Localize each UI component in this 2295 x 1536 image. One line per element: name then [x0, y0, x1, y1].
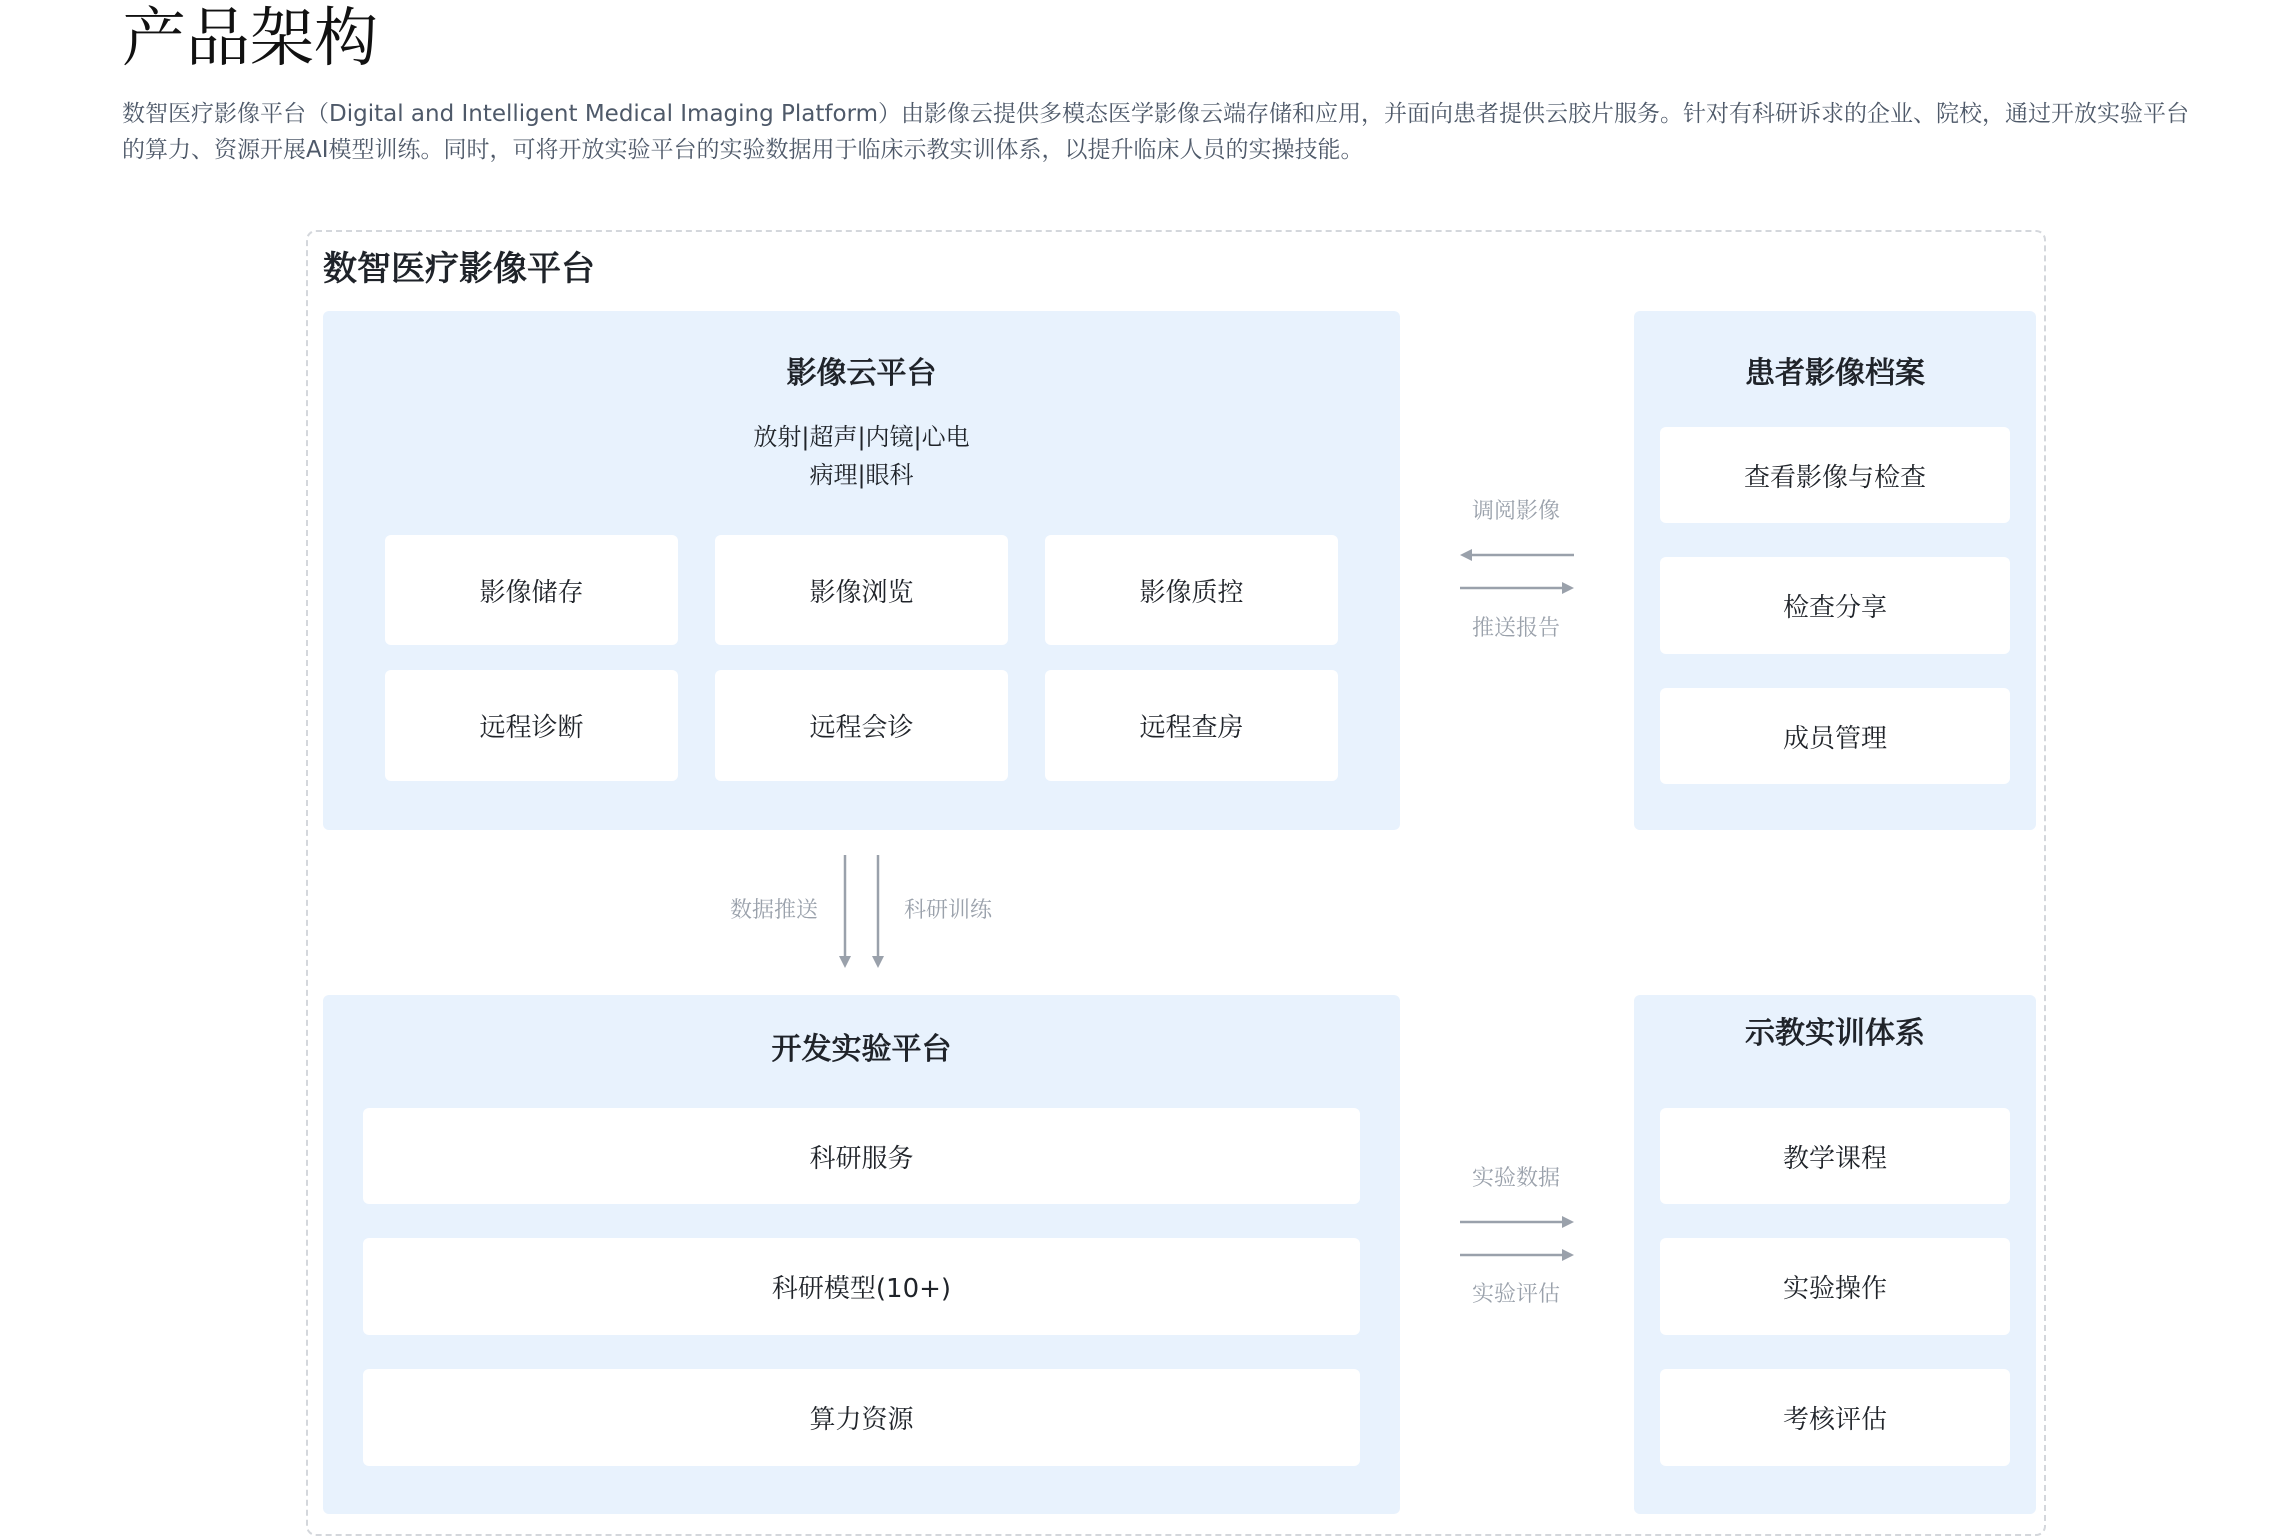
- card-teaching-courses[interactable]: 教学课程: [1660, 1108, 2010, 1204]
- card-remote-rounds[interactable]: 远程查房: [1045, 670, 1338, 781]
- card-compute-resources[interactable]: 算力资源: [363, 1369, 1360, 1466]
- dev-platform-panel: [323, 995, 1400, 1514]
- card-research-service[interactable]: 科研服务: [363, 1108, 1360, 1204]
- page-title: 产品架构: [122, 2, 378, 76]
- card-view-images-exams[interactable]: 查看影像与检查: [1660, 427, 2010, 523]
- cloud-platform-modalities-line1: 放射|超声|内镜|心电: [753, 423, 970, 451]
- card-image-storage[interactable]: 影像储存: [385, 535, 678, 645]
- cloud-platform-panel: [323, 311, 1400, 830]
- card-lab-operations[interactable]: 实验操作: [1660, 1238, 2010, 1335]
- patient-archive-panel: [1634, 311, 2036, 830]
- card-image-qc[interactable]: 影像质控: [1045, 535, 1338, 645]
- dev-platform-title: 开发实验平台: [771, 1032, 952, 1067]
- connector-label-data-push: 数据推送: [730, 898, 819, 923]
- cloud-platform-modalities-line2: 病理|眼科: [809, 461, 914, 489]
- connector-label-experiment-data: 实验数据: [1472, 1166, 1561, 1191]
- teaching-system-title: 示教实训体系: [1745, 1016, 1925, 1051]
- card-exam-sharing[interactable]: 检查分享: [1660, 557, 2010, 654]
- patient-archive-title: 患者影像档案: [1745, 356, 1925, 391]
- page-description: 数智医疗影像平台（Digital and Intelligent Medical Imaging Platform）由影像云提供多模态医学影像云端存储和应用，并面向患者提供云胶片服务。针对有科研诉求的企业、院校，通过开放实验平台的算力、资源开展AI模型训练。同时，可将开放实验平台的实验数据用于临床示教实训体系，以提升临床人员的实操技能。: [122, 101, 2190, 163]
- card-remote-diagnosis[interactable]: 远程诊断: [385, 670, 678, 781]
- connector-label-research-training: 科研训练: [904, 898, 993, 923]
- connector-label-push-report: 推送报告: [1472, 616, 1561, 641]
- diagram-title: 数智医疗影像平台: [323, 249, 595, 289]
- connector-label-experiment-evaluation: 实验评估: [1472, 1282, 1561, 1307]
- card-assessment[interactable]: 考核评估: [1660, 1369, 2010, 1466]
- teaching-system-panel: [1634, 995, 2036, 1514]
- card-research-models[interactable]: 科研模型(10+): [363, 1238, 1360, 1335]
- card-remote-consultation[interactable]: 远程会诊: [715, 670, 1008, 781]
- connector-label-view-images: 调阅影像: [1472, 499, 1561, 524]
- cloud-platform-title: 影像云平台: [786, 356, 937, 391]
- card-member-management[interactable]: 成员管理: [1660, 688, 2010, 784]
- card-image-browse[interactable]: 影像浏览: [715, 535, 1008, 645]
